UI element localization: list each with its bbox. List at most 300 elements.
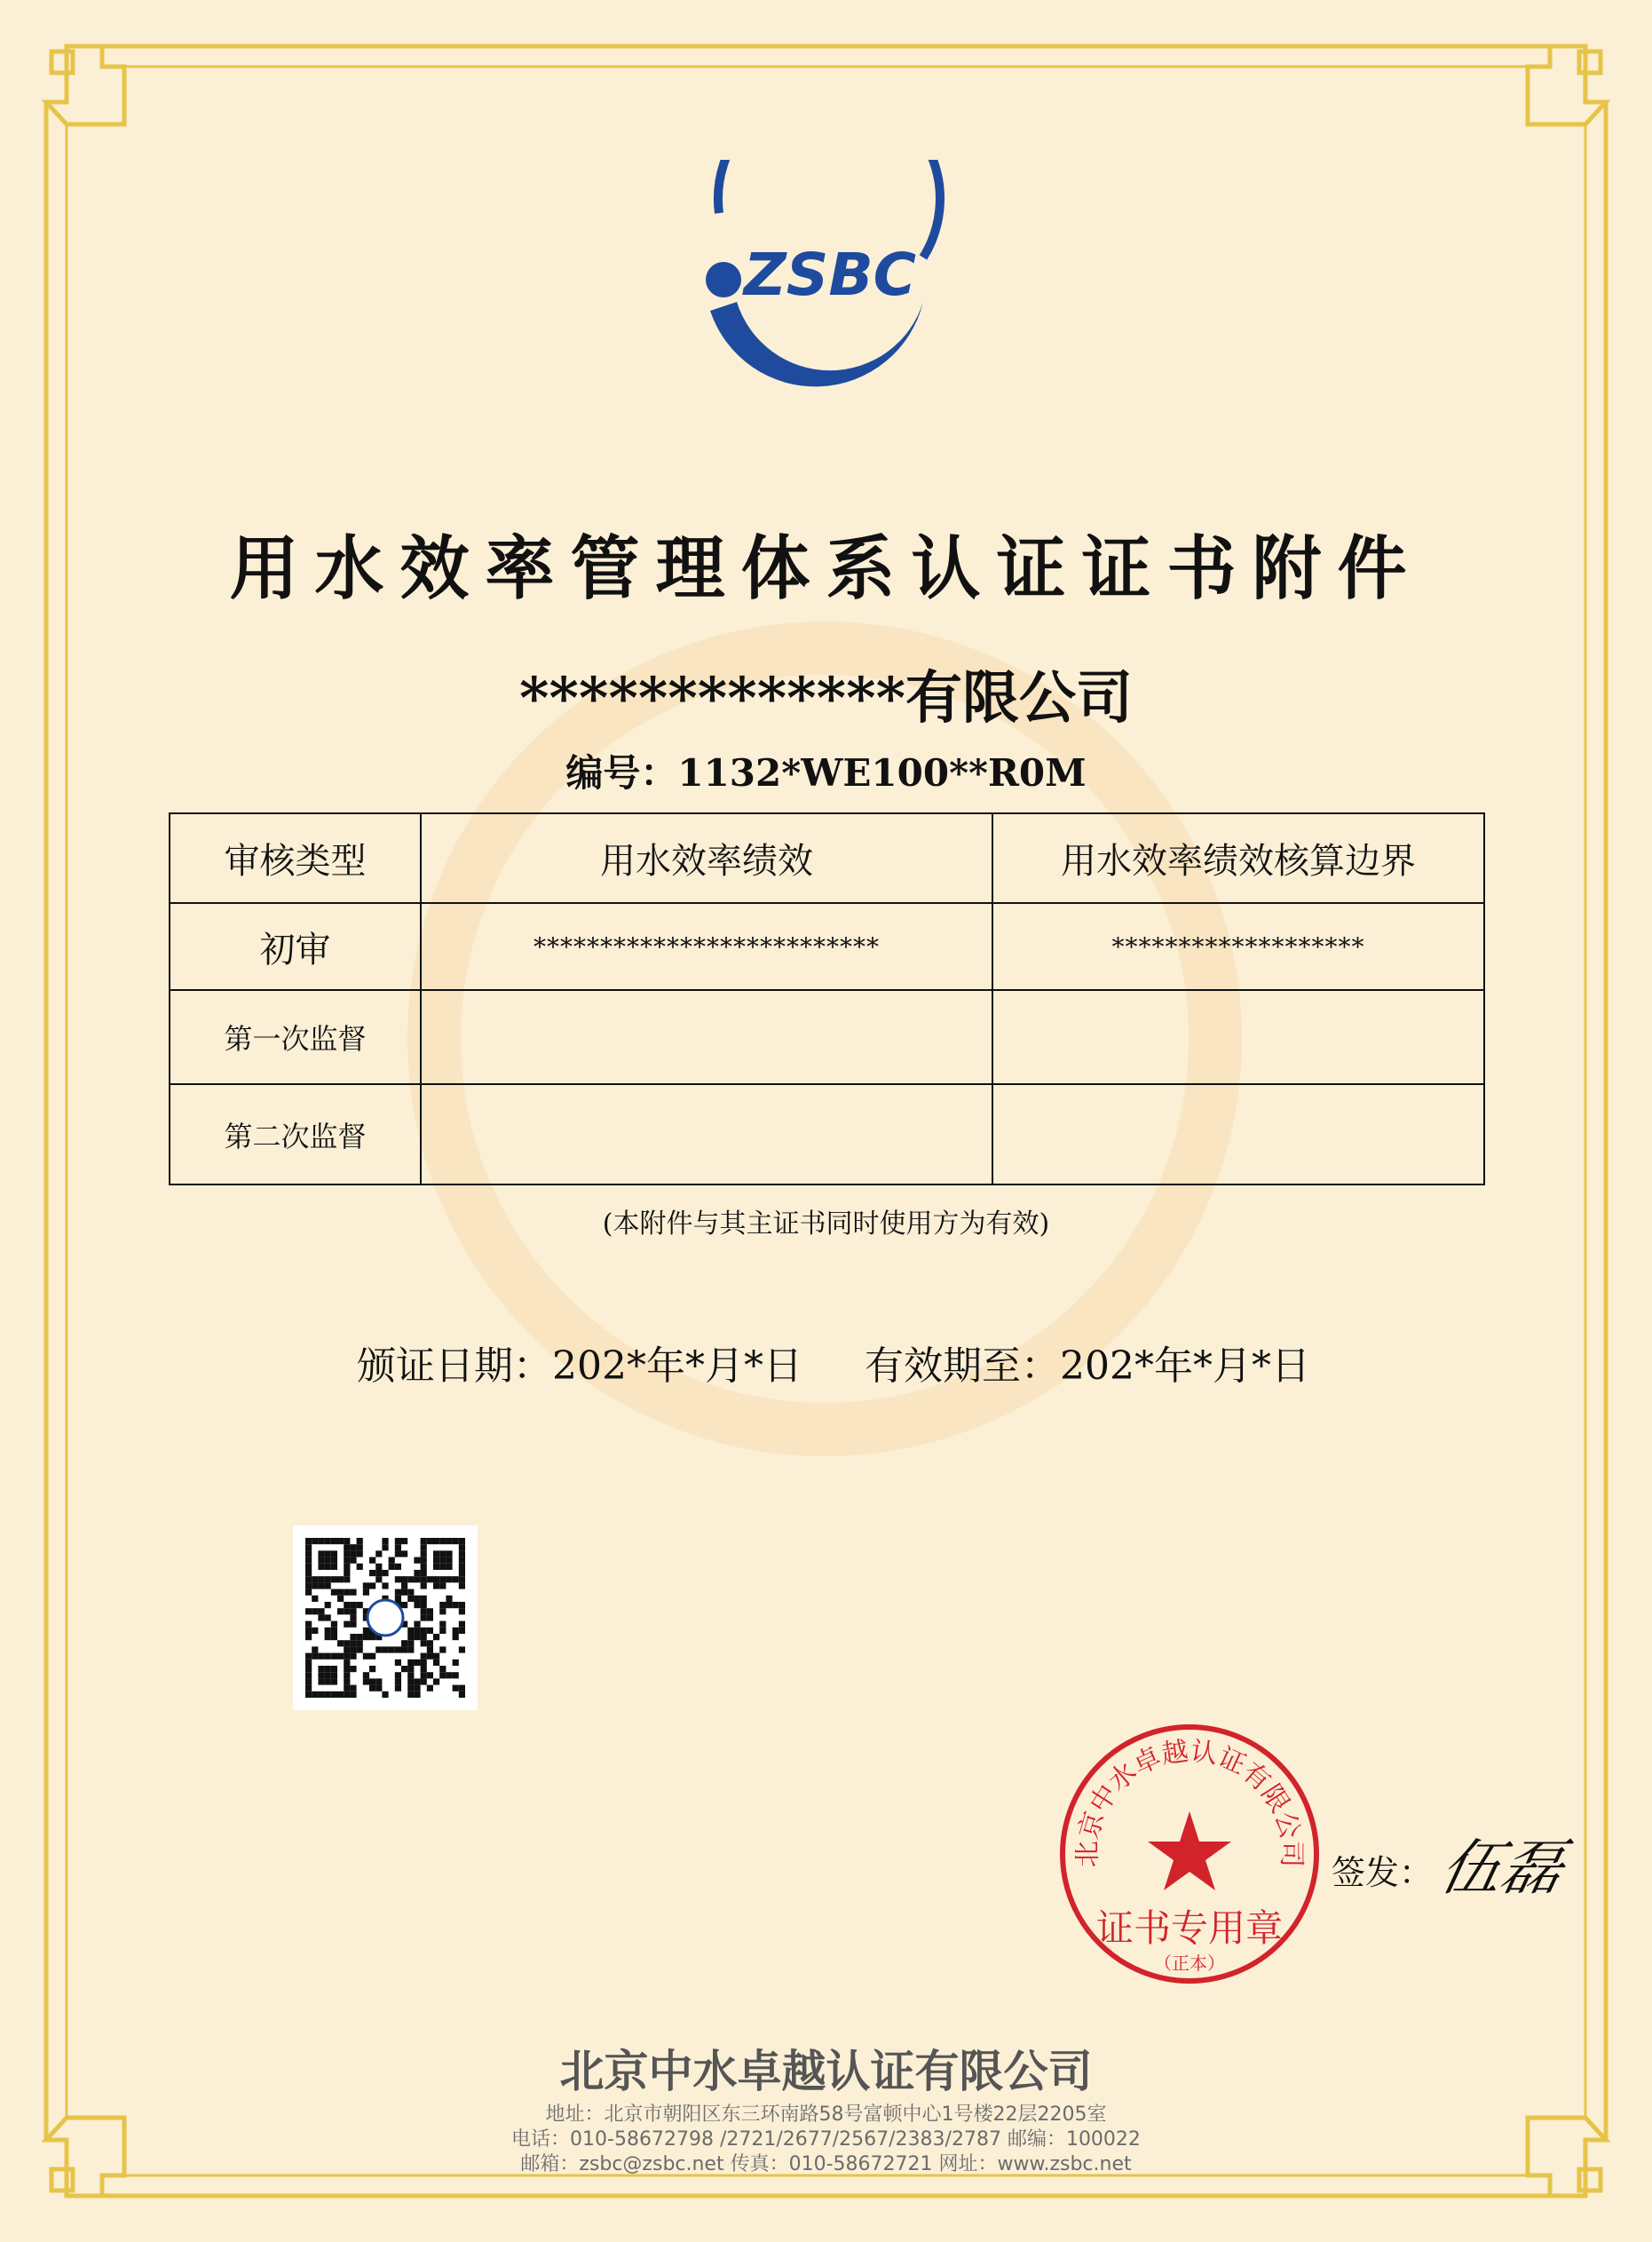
document-title: 用水效率管理体系认证证书附件 — [229, 529, 1423, 609]
qr-module — [459, 1602, 465, 1608]
qr-module — [459, 1621, 465, 1628]
qr-module — [318, 1557, 324, 1564]
qr-module — [421, 1544, 427, 1550]
qr-module — [325, 1614, 331, 1620]
qr-module — [433, 1557, 439, 1564]
qr-module — [344, 1576, 350, 1582]
qr-module — [375, 1646, 382, 1652]
qr-module — [439, 1646, 446, 1652]
table-row — [170, 903, 1484, 990]
qr-module — [459, 1550, 465, 1557]
qr-module — [414, 1634, 420, 1640]
qr-module — [401, 1640, 407, 1646]
qr-module — [446, 1596, 452, 1602]
qr-module — [305, 1564, 312, 1570]
zsbc-logo — [684, 160, 950, 408]
qr-logo-icon — [368, 1600, 403, 1636]
qr-module — [344, 1557, 350, 1564]
qr-module — [421, 1596, 427, 1602]
qr-module — [459, 1628, 465, 1634]
qr-module — [331, 1691, 337, 1698]
qr-module — [325, 1653, 331, 1660]
qr-module — [363, 1672, 369, 1678]
qr-module — [337, 1691, 344, 1698]
qr-module — [350, 1621, 356, 1628]
qr-module — [401, 1538, 407, 1544]
company-name: *************有限公司 — [518, 665, 1134, 732]
qr-module — [459, 1538, 465, 1544]
qr-module — [369, 1685, 375, 1691]
qr-module — [357, 1602, 363, 1608]
qr-module — [382, 1691, 388, 1698]
qr-module — [318, 1564, 324, 1570]
qr-module — [395, 1589, 401, 1596]
qr-module — [453, 1685, 459, 1691]
qr-module — [318, 1672, 324, 1678]
qr-module — [363, 1582, 369, 1588]
qr-module — [427, 1646, 433, 1652]
qr-module — [414, 1691, 420, 1698]
qr-module — [357, 1544, 363, 1550]
qr-module — [459, 1685, 465, 1691]
row-label: 第二次监督 — [170, 1084, 421, 1184]
company-seal — [1047, 1712, 1332, 1996]
qr-module — [312, 1596, 318, 1602]
qr-module — [318, 1691, 324, 1698]
svg-text:ZSBC: ZSBC — [743, 241, 917, 309]
qr-module — [459, 1544, 465, 1550]
svg-text:（正本）: （正本） — [1154, 1953, 1225, 1974]
qr-module — [414, 1602, 420, 1608]
qr-module — [389, 1564, 395, 1570]
qr-module — [407, 1646, 414, 1652]
qr-module — [395, 1685, 401, 1691]
qr-module — [421, 1576, 427, 1582]
table-cell — [421, 1084, 992, 1184]
qr-module — [344, 1544, 350, 1550]
qr-module — [433, 1564, 439, 1570]
svg-text:北京中水卓越认证有限公司: 北京中水卓越认证有限公司 — [1071, 1735, 1308, 1868]
footer-company: 北京中水卓越认证有限公司 — [559, 2046, 1093, 2097]
qr-module — [453, 1602, 459, 1608]
qr-module — [407, 1666, 414, 1672]
qr-module — [414, 1628, 420, 1634]
qr-module — [305, 1582, 312, 1588]
qr-module — [325, 1576, 331, 1582]
qr-module — [305, 1550, 312, 1557]
qr-module — [433, 1660, 439, 1666]
header-cell: 审核类型 — [170, 813, 421, 903]
qr-module — [369, 1666, 375, 1672]
qr-module — [382, 1570, 388, 1576]
qr-module — [305, 1628, 312, 1634]
qr-module — [395, 1646, 401, 1652]
qr-module — [325, 1582, 331, 1588]
qr-module — [325, 1628, 331, 1634]
qr-module — [421, 1640, 427, 1646]
qr-module — [446, 1672, 452, 1678]
qr-module — [433, 1550, 439, 1557]
qr-module — [427, 1576, 433, 1582]
qr-module — [407, 1685, 414, 1691]
qr-module — [337, 1576, 344, 1582]
qr-module — [446, 1550, 452, 1557]
qr-module — [414, 1660, 420, 1666]
qr-module — [433, 1653, 439, 1660]
qr-module — [433, 1582, 439, 1588]
qr-module — [357, 1550, 363, 1557]
qr-module — [331, 1678, 337, 1684]
qr-module — [344, 1538, 350, 1544]
qr-module — [375, 1685, 382, 1691]
qr-module — [401, 1589, 407, 1596]
qr-module — [453, 1660, 459, 1666]
qr-module — [305, 1576, 312, 1582]
qr-module — [439, 1557, 446, 1564]
qr-module — [357, 1646, 363, 1652]
qr-module — [325, 1691, 331, 1698]
qr-module — [446, 1538, 452, 1544]
qr-module — [395, 1564, 401, 1570]
qr-module — [414, 1596, 420, 1602]
qr-module — [433, 1576, 439, 1582]
qr-module — [312, 1653, 318, 1660]
qr-module — [312, 1576, 318, 1582]
table-row — [170, 990, 1484, 1084]
qr-module — [459, 1564, 465, 1570]
qr-module — [331, 1621, 337, 1628]
qr-module — [414, 1570, 420, 1576]
qr-module — [363, 1678, 369, 1684]
qr-module — [439, 1538, 446, 1544]
qr-module — [331, 1589, 337, 1596]
qr-module — [414, 1685, 420, 1691]
qr-module — [401, 1602, 407, 1608]
qr-module — [421, 1570, 427, 1576]
qr-module — [305, 1570, 312, 1576]
qr-module — [331, 1538, 337, 1544]
qr-module — [337, 1538, 344, 1544]
qr-module — [395, 1550, 401, 1557]
footer-phone: 电话：010-58672798 /2721/2677/2567/2383/2787 邮编：100022 — [511, 2128, 1141, 2151]
qr-module — [414, 1576, 420, 1582]
qr-module — [421, 1614, 427, 1620]
qr-module — [305, 1557, 312, 1564]
qr-module — [439, 1582, 446, 1588]
qr-module — [331, 1628, 337, 1634]
qr-module — [401, 1550, 407, 1557]
qr-module — [459, 1691, 465, 1698]
qr-module — [305, 1685, 312, 1691]
qr-module — [395, 1596, 401, 1602]
header-cell: 用水效率绩效核算边界 — [992, 813, 1484, 903]
qr-module — [350, 1653, 356, 1660]
qr-module — [459, 1557, 465, 1564]
qr-module — [433, 1678, 439, 1684]
qr-module — [427, 1672, 433, 1678]
qr-module — [363, 1589, 369, 1596]
qr-module — [305, 1621, 312, 1628]
qr-module — [305, 1538, 312, 1544]
qr-module — [427, 1608, 433, 1614]
qr-module — [305, 1672, 312, 1678]
qr-module — [344, 1678, 350, 1684]
qr-module — [325, 1538, 331, 1544]
qr-module — [382, 1646, 388, 1652]
qr-module — [453, 1576, 459, 1582]
qr-module — [401, 1666, 407, 1672]
qr-module — [325, 1564, 331, 1570]
qr-module — [439, 1602, 446, 1608]
qr-module — [305, 1544, 312, 1550]
qr-module — [401, 1582, 407, 1588]
qr-module — [357, 1538, 363, 1544]
qr-module — [421, 1550, 427, 1557]
qr-module — [407, 1589, 414, 1596]
qr-module — [407, 1640, 414, 1646]
qr-module — [318, 1550, 324, 1557]
qr-module — [344, 1589, 350, 1596]
qr-module — [369, 1678, 375, 1684]
qr-module — [318, 1538, 324, 1544]
qr-module — [318, 1614, 324, 1620]
qr-module — [439, 1576, 446, 1582]
signature: 伍磊 — [1434, 1834, 1570, 1904]
valid-until-date: 有效期至：202*年*月*日 — [865, 1343, 1310, 1389]
qr-module — [305, 1634, 312, 1640]
qr-module — [344, 1621, 350, 1628]
qr-module — [395, 1538, 401, 1544]
qr-module — [363, 1653, 369, 1660]
qr-module — [421, 1666, 427, 1672]
qr-module — [389, 1646, 395, 1652]
qr-module — [407, 1634, 414, 1640]
qr-module — [439, 1666, 446, 1672]
qr-module — [325, 1550, 331, 1557]
qr-module — [453, 1628, 459, 1634]
qr-module — [382, 1582, 388, 1588]
qr-module — [350, 1557, 356, 1564]
qr-module — [350, 1640, 356, 1646]
qr-module — [337, 1608, 344, 1614]
qr-module — [344, 1691, 350, 1698]
qr-module — [446, 1564, 452, 1570]
qr-module — [312, 1582, 318, 1588]
qr-module — [331, 1672, 337, 1678]
qr-module — [318, 1576, 324, 1582]
qr-module — [344, 1653, 350, 1660]
qr-module — [350, 1550, 356, 1557]
qr-module — [331, 1634, 337, 1640]
qr-module — [421, 1582, 427, 1588]
qr-module — [427, 1653, 433, 1660]
qr-module — [421, 1678, 427, 1684]
signature-label: 签发： — [1332, 1853, 1434, 1892]
qr-module — [421, 1538, 427, 1544]
qr-module — [357, 1640, 363, 1646]
qr-module — [407, 1691, 414, 1698]
qr-module — [369, 1582, 375, 1588]
qr-module — [446, 1576, 452, 1582]
qr-module — [421, 1602, 427, 1608]
qr-module — [318, 1608, 324, 1614]
qr-module — [312, 1538, 318, 1544]
table-cell — [421, 990, 992, 1084]
qr-module — [421, 1557, 427, 1564]
qr-module — [305, 1589, 312, 1596]
audit-table — [169, 812, 1485, 1185]
table-cell: ************************** — [421, 903, 992, 990]
qr-module — [344, 1646, 350, 1652]
qr-module — [439, 1628, 446, 1634]
qr-module — [344, 1570, 350, 1576]
qr-module — [331, 1666, 337, 1672]
qr-module — [395, 1672, 401, 1678]
qr-module — [421, 1564, 427, 1570]
qr-module — [421, 1653, 427, 1660]
qr-module — [325, 1672, 331, 1678]
qr-module — [325, 1602, 331, 1608]
qr-module — [453, 1634, 459, 1640]
qr-module — [305, 1666, 312, 1672]
qr-module — [427, 1538, 433, 1544]
qr-module — [439, 1564, 446, 1570]
qr-module — [407, 1660, 414, 1666]
qr-module — [305, 1678, 312, 1684]
header-cell: 用水效率绩效 — [421, 813, 992, 903]
qr-module — [331, 1550, 337, 1557]
qr-module — [414, 1621, 420, 1628]
qr-module — [337, 1589, 344, 1596]
row-label: 第一次监督 — [170, 990, 421, 1084]
certificate-number: 编号：1132*WE100**R0M — [565, 751, 1087, 795]
qr-module — [427, 1640, 433, 1646]
qr-module — [369, 1634, 375, 1640]
qr-module — [344, 1564, 350, 1570]
qr-module — [312, 1628, 318, 1634]
qr-module — [325, 1678, 331, 1684]
qr-module — [439, 1621, 446, 1628]
qr-module — [344, 1672, 350, 1678]
qr-module — [337, 1640, 344, 1646]
qr-module — [395, 1576, 401, 1582]
qr-module — [421, 1672, 427, 1678]
qr-module — [421, 1660, 427, 1666]
qr-module — [459, 1570, 465, 1576]
qr-module — [395, 1678, 401, 1684]
footer-contact: 邮箱：zsbc@zsbc.net 传真：010-58672721 网址：www.zsbc.net — [520, 2153, 1132, 2175]
table-cell: ******************* — [992, 903, 1484, 990]
qr-module — [375, 1570, 382, 1576]
qr-module — [459, 1608, 465, 1614]
qr-module — [459, 1646, 465, 1652]
qr-module — [427, 1685, 433, 1691]
footer-address: 地址：北京市朝阳区东三环南路58号富顿中心1号楼22层2205室 — [545, 2103, 1107, 2126]
svg-text:证书专用章: 证书专用章 — [1095, 1906, 1284, 1950]
qr-module — [312, 1608, 318, 1614]
qr-module — [421, 1634, 427, 1640]
qr-module — [357, 1564, 363, 1570]
qr-module — [331, 1564, 337, 1570]
qr-module — [375, 1576, 382, 1582]
qr-module — [344, 1602, 350, 1608]
qr-module — [439, 1672, 446, 1678]
qr-module — [421, 1628, 427, 1634]
qr-module — [325, 1666, 331, 1672]
qr-module — [446, 1602, 452, 1608]
qr-module — [414, 1678, 420, 1684]
qr-module — [350, 1666, 356, 1672]
qr-module — [407, 1672, 414, 1678]
qr-module — [446, 1557, 452, 1564]
qr-module — [439, 1608, 446, 1614]
qr-module — [363, 1634, 369, 1640]
qr-module — [344, 1550, 350, 1557]
qr-module — [337, 1653, 344, 1660]
qr-module — [350, 1685, 356, 1691]
qr-module — [337, 1596, 344, 1602]
qr-module — [350, 1634, 356, 1640]
qr-module — [363, 1628, 369, 1634]
qr-module — [350, 1646, 356, 1652]
qr-module — [350, 1602, 356, 1608]
row-label: 初审 — [170, 903, 421, 990]
qr-module — [401, 1646, 407, 1652]
qr-module — [407, 1628, 414, 1634]
qr-module — [407, 1576, 414, 1582]
qr-module — [453, 1538, 459, 1544]
qr-module — [427, 1614, 433, 1620]
qr-module — [375, 1564, 382, 1570]
qr-module — [357, 1634, 363, 1640]
qr-module — [433, 1538, 439, 1544]
qr-module — [401, 1576, 407, 1582]
qr-module — [350, 1589, 356, 1596]
qr-module — [382, 1538, 388, 1544]
qr-code[interactable] — [293, 1525, 478, 1710]
qr-module — [375, 1678, 382, 1684]
qr-module — [389, 1557, 395, 1564]
qr-module — [395, 1660, 401, 1666]
qr-module — [350, 1691, 356, 1698]
issue-date: 颁证日期：202*年*月*日 — [357, 1343, 802, 1389]
qr-module — [369, 1570, 375, 1576]
qr-module — [331, 1576, 337, 1582]
qr-module — [344, 1666, 350, 1672]
qr-module — [369, 1557, 375, 1564]
qr-module — [459, 1582, 465, 1588]
qr-module — [459, 1576, 465, 1582]
qr-module — [305, 1691, 312, 1698]
qr-module — [369, 1653, 375, 1660]
qr-module — [331, 1653, 337, 1660]
qr-module — [439, 1550, 446, 1557]
qr-module — [325, 1557, 331, 1564]
qr-module — [344, 1685, 350, 1691]
qr-module — [421, 1608, 427, 1614]
validity-note: (本附件与其主证书同时使用方为有效) — [602, 1208, 1050, 1240]
qr-module — [312, 1691, 318, 1698]
qr-module — [305, 1660, 312, 1666]
qr-module — [350, 1608, 356, 1614]
qr-module — [318, 1653, 324, 1660]
qr-module — [318, 1582, 324, 1588]
qr-module — [433, 1634, 439, 1640]
table-row — [170, 1084, 1484, 1184]
qr-module — [331, 1557, 337, 1564]
qr-module — [350, 1544, 356, 1550]
qr-module — [350, 1614, 356, 1620]
